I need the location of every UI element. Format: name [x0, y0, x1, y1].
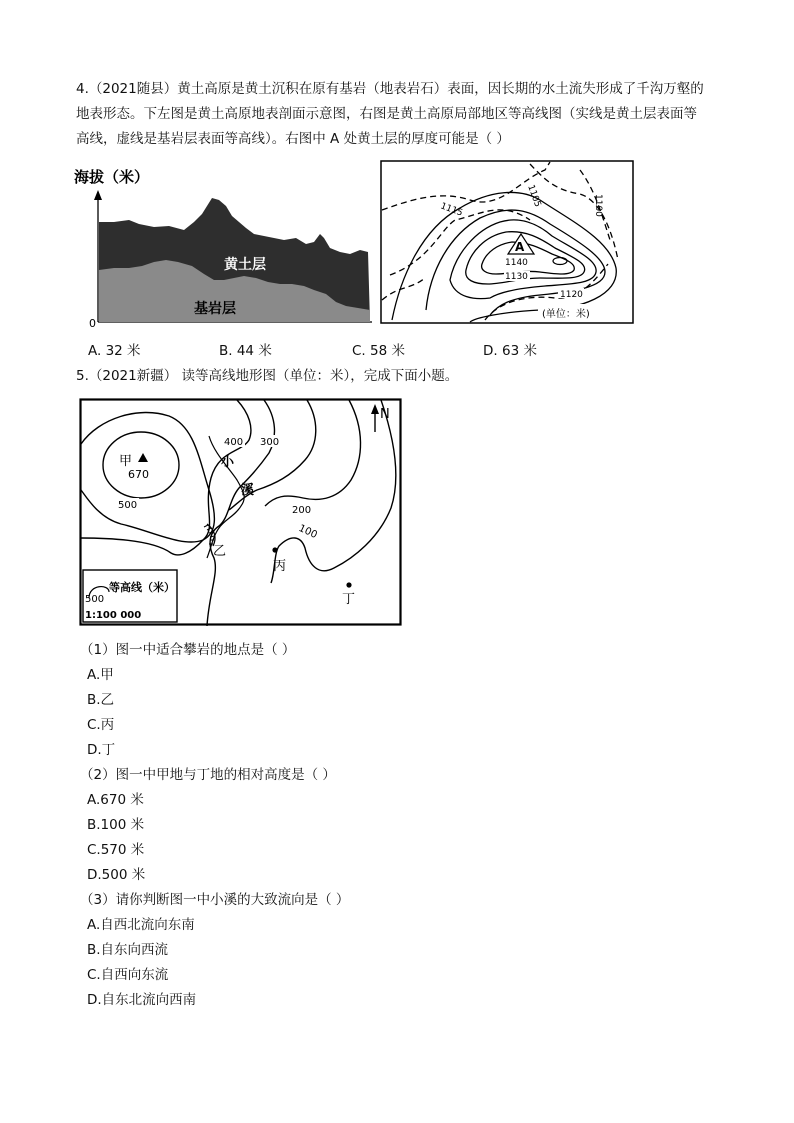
- contour-label-1120: 1120: [560, 290, 583, 300]
- legend-label: 等高线（米）: [109, 581, 175, 594]
- q4-stem-line1: 4.（2021随县）黄土高原是黄土沉积在原有基岩（地表岩石）表面，因长期的水土流失形成了千沟万壑的: [76, 81, 704, 97]
- q5-sub1-option-d[interactable]: D.丁: [87, 742, 116, 758]
- peak-height-label: 670: [128, 468, 149, 481]
- stream-label-1: 小: [221, 455, 235, 470]
- contour-300: 300: [260, 437, 280, 448]
- q4-option-a[interactable]: A. 32 米: [88, 343, 141, 359]
- q4-option-c[interactable]: C. 58 米: [352, 343, 405, 359]
- contour-label-1130: 1130: [505, 272, 528, 282]
- q5-sub2-option-a[interactable]: A.670 米: [87, 792, 144, 808]
- q5-sub3-question: （3）请你判断图一中小溪的大致流向是（ ）: [80, 892, 350, 908]
- q5-sub3-option-a[interactable]: A.自西北流向东南: [87, 917, 195, 933]
- contour-point-a: A: [515, 240, 525, 254]
- q5-sub2-option-d[interactable]: D.500 米: [87, 867, 146, 883]
- profile-zero-label: 0: [89, 317, 96, 330]
- profile-loess-label: 黄土层: [224, 257, 266, 273]
- topographic-map: [79, 398, 402, 626]
- q5-sub2-option-c[interactable]: C.570 米: [87, 842, 145, 858]
- north-label: N: [380, 407, 390, 422]
- q4-option-d[interactable]: D. 63 米: [483, 343, 537, 359]
- contour-label-1115: 1115: [438, 201, 464, 219]
- stream-label-2: 溪: [241, 483, 255, 498]
- place-ding: 丁: [342, 592, 356, 607]
- q5-sub1-option-c[interactable]: C.丙: [87, 717, 115, 733]
- topo-map-svg: [79, 398, 402, 626]
- contour-200: 200: [292, 505, 312, 516]
- q4-stem-line2: 地表形态。下左图是黄土高原地表剖面示意图，右图是黄土高原局部地区等高线图（实线是黄土层表面等: [76, 106, 697, 122]
- contour-label-1105: 1105: [525, 183, 543, 209]
- place-yi: 乙: [213, 544, 227, 559]
- contour-400: 400: [224, 437, 244, 448]
- loess-profile-figure: [74, 162, 374, 330]
- q5-sub1-option-b[interactable]: B.乙: [87, 692, 115, 708]
- profile-bedrock-label: 基岩层: [194, 301, 236, 317]
- loess-contour-map: [380, 160, 634, 324]
- legend-value: 500: [85, 594, 105, 605]
- q4-stem-line3: 高线，虚线是基岩层表面等高线）。右图中 A 处黄土层的厚度可能是（ ）: [76, 131, 510, 147]
- scale-label: 1:100 000: [85, 610, 142, 621]
- q5-sub1-question: （1）图一中适合攀岩的地点是（ ）: [80, 642, 296, 658]
- loess-profile-svg: [74, 162, 374, 330]
- q5-sub1-option-a[interactable]: A.甲: [87, 667, 114, 683]
- profile-ylabel: 海拔（米）: [74, 168, 150, 186]
- q5-sub2-option-b[interactable]: B.100 米: [87, 817, 145, 833]
- q4-option-b[interactable]: B. 44 米: [219, 343, 272, 359]
- contour-label-1100: 1100: [593, 194, 603, 217]
- q5-sub3-option-d[interactable]: D.自东北流向西南: [87, 992, 197, 1008]
- contour-500: 500: [118, 500, 138, 511]
- q5-intro: 5.（2021新疆） 读等高线地形图（单位：米），完成下面小题。: [76, 368, 459, 384]
- contour-unit-label: (单位：米): [542, 309, 590, 320]
- q5-sub2-question: （2）图一中甲地与丁地的相对高度是（ ）: [80, 767, 336, 783]
- contour-map-svg: [380, 160, 634, 324]
- place-jia: 甲: [119, 454, 133, 469]
- contour-100: 100: [296, 522, 319, 542]
- q5-sub3-option-b[interactable]: B.自东向西流: [87, 942, 169, 958]
- place-bing: 丙: [273, 559, 287, 574]
- contour-label-1140: 1140: [505, 258, 528, 268]
- q5-sub3-option-c[interactable]: C.自西向东流: [87, 967, 169, 983]
